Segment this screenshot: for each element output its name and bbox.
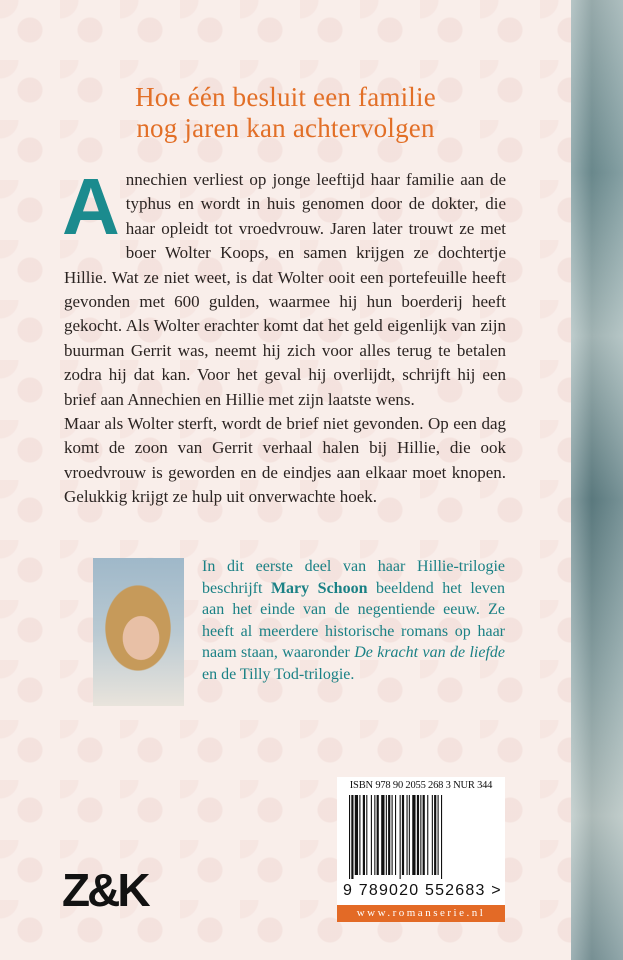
- barcode-box: [337, 777, 505, 905]
- barcode: [345, 795, 497, 879]
- barcode-bar: [371, 795, 372, 875]
- barcode-bar: [366, 795, 367, 875]
- barcode-bar: [412, 795, 415, 875]
- barcode-bar: [420, 795, 421, 875]
- bio-text: In dit eerste deel van haar Hillie-trilogie beschrijft: [202, 558, 505, 597]
- barcode-bar: [423, 795, 425, 875]
- barcode-bar: [402, 795, 404, 875]
- website-url: www.romanserie.nl: [337, 905, 505, 922]
- barcode-digits: 9 789020 552683 >: [343, 882, 502, 899]
- publisher-logo: Z&K: [62, 864, 148, 916]
- barcode-bar: [392, 795, 393, 875]
- tagline-line-2: nog jaren kan achtervolgen: [136, 113, 435, 143]
- barcode-bar: [351, 795, 353, 879]
- bio-text: en de Tilly Tod-trilogie.: [202, 665, 355, 683]
- author-bio: [202, 556, 505, 686]
- barcode-bar: [377, 795, 379, 875]
- barcode-bar: [388, 795, 390, 875]
- book-title: De kracht van de liefde: [354, 644, 505, 662]
- blurb-text-1: nnechien verliest op jonge leeftijd haar familie aan de typhus en wordt in huis genomen door de dokter, die haar opleidt tot vroedvrouw. Jaren later trouwt ze met boer Wolter Koops, en samen krijgen ze dochtertje Hillie. Wat ze niet weet, is dat Wolter ooit een portefeuille heeft gevonden met 600 gulden, waarmee hij hun boerderij heeft gekocht. Als Wolter erachter komt dat het geld eigenlijk van zijn buurman Gerrit was, neemt hij zich voor alles terug te betalen zodra hij dat kan. Voor het geval hij overlijdt, schrijft hij een brief aan Annechien en Hillie met zijn laatste wens.: [64, 170, 506, 409]
- blurb-paragraph-2: Maar als Wolter sterft, wordt de brief niet gevonden. Op een dag komt de zoon van Gerrit verhaal halen bij Hillie, die ook vroedvrouw is geworden en de eindjes aan elkaar moet knopen. Gelukkig krijgt ze hulp uit onverwachte hoek.: [64, 414, 506, 507]
- drop-cap: A: [62, 162, 120, 251]
- cover-tagline: [0, 82, 571, 144]
- barcode-bar: [438, 795, 439, 875]
- blurb: [62, 162, 506, 510]
- barcode-bar: [441, 795, 442, 879]
- barcode-bar: [395, 795, 396, 875]
- barcode-bar: [386, 795, 387, 875]
- barcode-bar: [349, 795, 350, 879]
- front-cover-edge: [571, 0, 623, 960]
- isbn-label: ISBN 978 90 2055 268 3 NUR 344: [349, 780, 493, 791]
- author-name: Mary Schoon: [270, 579, 368, 597]
- barcode-bar: [417, 795, 419, 875]
- barcode-bar: [374, 795, 375, 875]
- tagline-line-1: Hoe één besluit een familie: [135, 82, 436, 112]
- barcode-bar: [434, 795, 436, 875]
- barcode-bar: [400, 795, 401, 879]
- blurb-paragraph-1: [62, 162, 506, 412]
- barcode-bar: [409, 795, 410, 875]
- barcode-bar: [359, 795, 360, 875]
- barcode-bar: [381, 795, 384, 875]
- barcode-bar: [407, 795, 408, 875]
- author-photo: [93, 558, 184, 706]
- barcode-bar: [355, 795, 358, 875]
- barcode-bar: [363, 795, 365, 875]
- barcode-bar: [432, 795, 433, 875]
- bio-text: beeldend het leven aan het einde van de negentiende eeuw. Ze heeft al meerdere historische romans op haar naam staan, waaronder: [202, 579, 506, 662]
- barcode-bar: [427, 795, 428, 875]
